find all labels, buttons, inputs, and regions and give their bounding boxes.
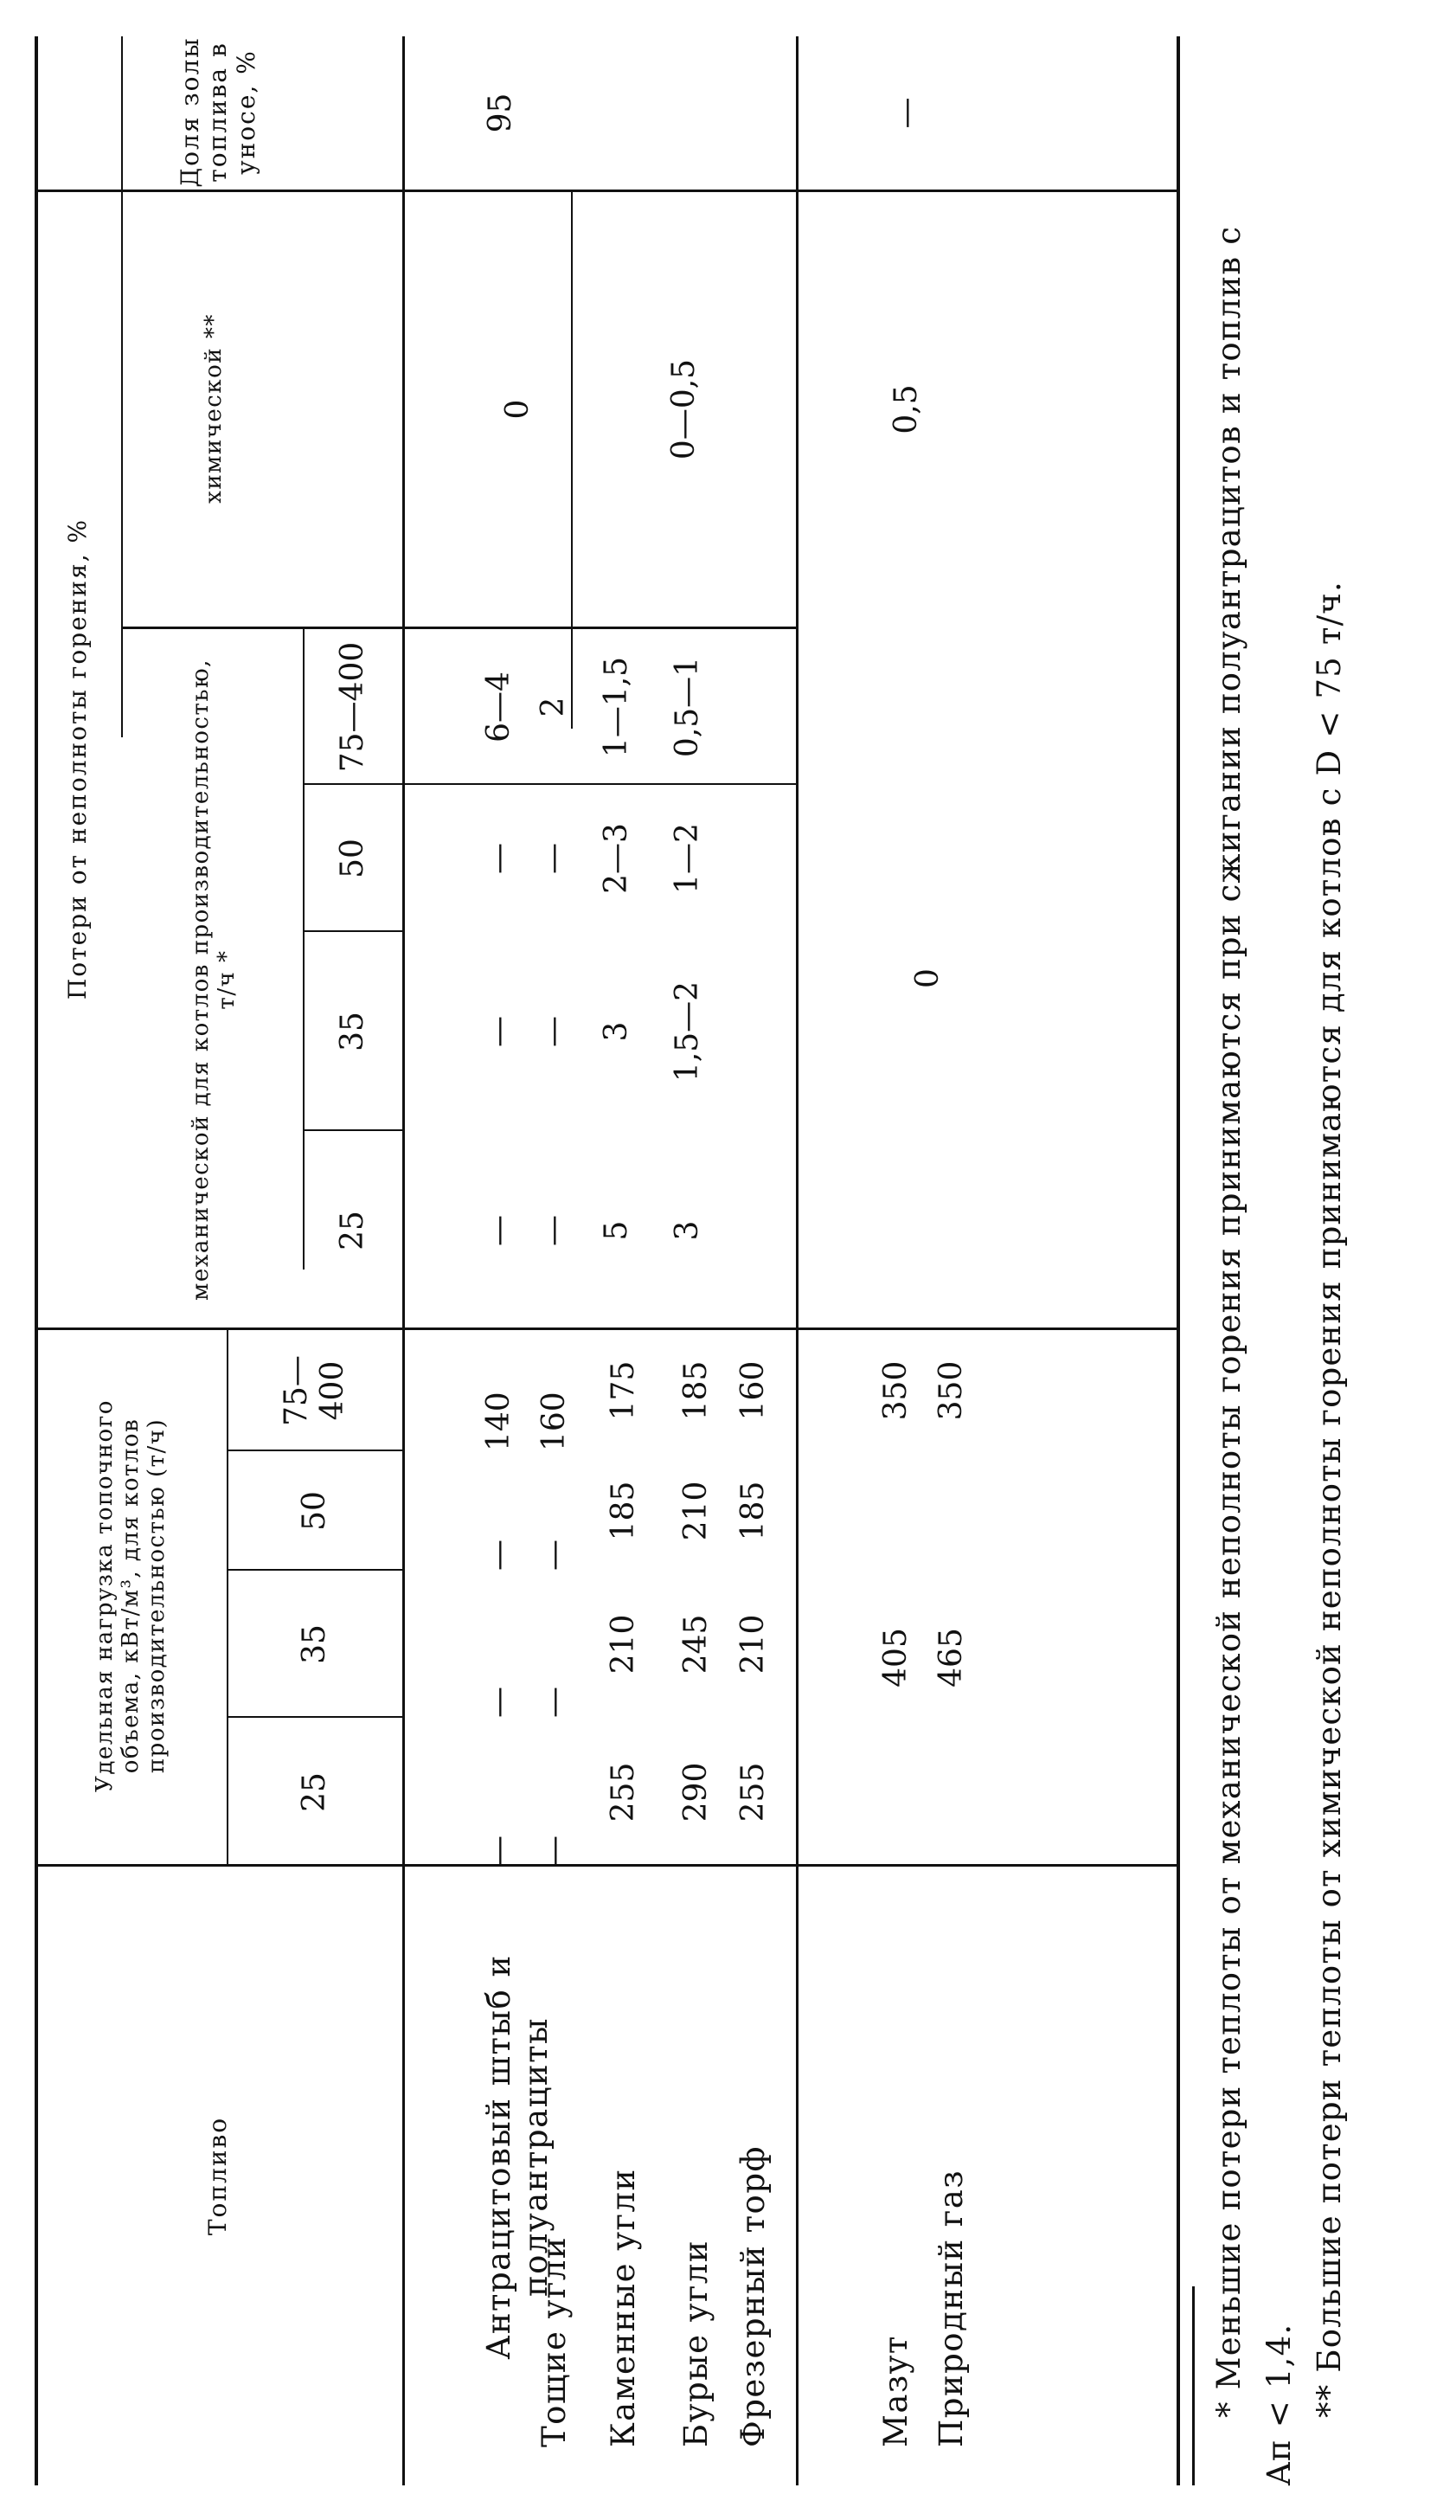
group2-chem: 0—0,5 bbox=[666, 358, 702, 460]
group3-ash: — bbox=[888, 97, 925, 129]
load-value: 255 bbox=[606, 1762, 641, 1822]
load-value: 350 bbox=[878, 1360, 914, 1421]
fuel-row-1: Антрацитовый штыб и полуантрациты bbox=[480, 1954, 555, 2360]
load-value: 255 bbox=[735, 1762, 771, 1822]
brown-coal-mech-50: 1—2 bbox=[670, 823, 706, 894]
group1-mech-25 bbox=[405, 1131, 571, 1330]
fuel-losses-table bbox=[35, 36, 1180, 2485]
load-value: — bbox=[536, 1687, 572, 1718]
group12-ash: 95 bbox=[483, 93, 519, 133]
brown-coal-mech-35: 1,5—2 bbox=[670, 980, 706, 1083]
load-value: 160 bbox=[536, 1392, 572, 1451]
mech-cap-50: 50 bbox=[334, 839, 370, 878]
load-cap-75-400: 75—400 bbox=[279, 1355, 350, 1426]
group2-fuels bbox=[588, 1867, 796, 2485]
load-value: 210 bbox=[606, 1614, 641, 1675]
header-losses: Потери от неполноты горения, % bbox=[62, 518, 92, 1000]
fuel-row-7: Природный газ bbox=[933, 2169, 970, 2447]
stone-coal-mech-35: 3 bbox=[599, 1021, 635, 1042]
stone-coal-mech-75: 1—1,5 bbox=[599, 656, 635, 758]
group3-chem: 0,5 bbox=[888, 384, 925, 434]
mech-cap-35: 35 bbox=[334, 1012, 370, 1051]
load-value: — bbox=[536, 1540, 572, 1571]
group1-chem: 0 bbox=[500, 399, 536, 420]
mech-value: 6—4 bbox=[481, 672, 516, 742]
load-cap-25: 25 bbox=[296, 1772, 332, 1812]
mech-value: — bbox=[535, 843, 571, 874]
load-value: 160 bbox=[735, 1360, 771, 1421]
group3-load-merged bbox=[799, 1451, 1177, 1864]
group1-mech-50 bbox=[405, 785, 571, 932]
load-value: — bbox=[481, 1540, 516, 1571]
footnote-rule bbox=[1192, 2286, 1195, 2485]
mech-cap-25: 25 bbox=[334, 1211, 370, 1250]
load-value: 175 bbox=[606, 1360, 641, 1421]
footnote-1-cont: Aп < 1,4. bbox=[1260, 2323, 1298, 2485]
load-cap-35: 35 bbox=[296, 1624, 332, 1664]
load-value: 140 bbox=[481, 1392, 516, 1451]
stone-coal-mech-50: 2—3 bbox=[599, 823, 635, 894]
brown-coal-mech-25: 3 bbox=[670, 1220, 706, 1241]
fuel-row-6: Мазут bbox=[877, 2335, 914, 2447]
header-chem: химической ** bbox=[200, 313, 227, 504]
load-value: 210 bbox=[735, 1614, 771, 1675]
group3-fuels bbox=[799, 1867, 1177, 2485]
header-ash: Доля золы топлива в уносе, % bbox=[176, 36, 260, 188]
fuel-row-5: Фрезерный торф bbox=[734, 2145, 772, 2447]
load-value: 350 bbox=[933, 1360, 969, 1421]
group1-mech-75 bbox=[405, 629, 571, 785]
group2-load-35 bbox=[588, 1571, 796, 1718]
load-value: 465 bbox=[933, 1628, 969, 1688]
mech-cap-75-400: 75—400 bbox=[334, 641, 370, 773]
load-value: — bbox=[536, 1835, 572, 1867]
load-value: 185 bbox=[678, 1360, 714, 1421]
footnotes bbox=[1204, 36, 1355, 2485]
group2-load-75 bbox=[588, 1330, 796, 1451]
header-fuel: Топливо bbox=[203, 2116, 233, 2236]
group1-mech-35 bbox=[405, 932, 571, 1131]
load-value: — bbox=[481, 1687, 516, 1718]
group2-load-25 bbox=[588, 1718, 796, 1867]
stone-coal-mech-25: 5 bbox=[599, 1220, 635, 1241]
load-value: 210 bbox=[678, 1481, 714, 1541]
footnote-1: * Меньшие потери теплоты от механической неполноты горения принимаются при сжигании полуантрацитов и топлив с bbox=[1210, 225, 1248, 2418]
load-value: — bbox=[481, 1835, 516, 1867]
group3-mech: 0 bbox=[910, 968, 946, 988]
footnote-2: ** Большие потери теплоты от химической неполноты горения принимаются для котлов с D < 75 т/ч. bbox=[1311, 581, 1348, 2418]
load-value: 290 bbox=[678, 1762, 714, 1822]
mech-value: — bbox=[481, 1016, 516, 1047]
load-value: 185 bbox=[606, 1481, 641, 1541]
header-mech: механической для котлов производительностью, т/ч * bbox=[187, 659, 240, 1301]
group2-load-50 bbox=[588, 1451, 796, 1571]
mech-value: — bbox=[535, 1215, 571, 1246]
mech-value: — bbox=[481, 843, 516, 874]
fuel-row-2: Тощие угли bbox=[536, 2236, 573, 2447]
mech-value: — bbox=[481, 1215, 516, 1246]
group3-load-75 bbox=[799, 1330, 1177, 1451]
table-bottom-rule bbox=[1177, 36, 1180, 2485]
load-value: 405 bbox=[878, 1628, 914, 1688]
load-value: 185 bbox=[735, 1481, 771, 1541]
brown-coal-mech-75: 0,5—1 bbox=[670, 656, 706, 758]
mech-value: 2 bbox=[535, 697, 571, 717]
fuel-row-3: Каменные угли bbox=[605, 2168, 642, 2447]
load-cap-50: 50 bbox=[296, 1491, 332, 1531]
header-load: Удельная нагрузка топочного объема, кВт/м³, для котлов производительностью (т/ч) bbox=[92, 1399, 170, 1792]
mech-value: — bbox=[535, 1016, 571, 1047]
load-value: 245 bbox=[678, 1614, 714, 1675]
fuel-row-4: Бурые угли bbox=[677, 2239, 715, 2447]
